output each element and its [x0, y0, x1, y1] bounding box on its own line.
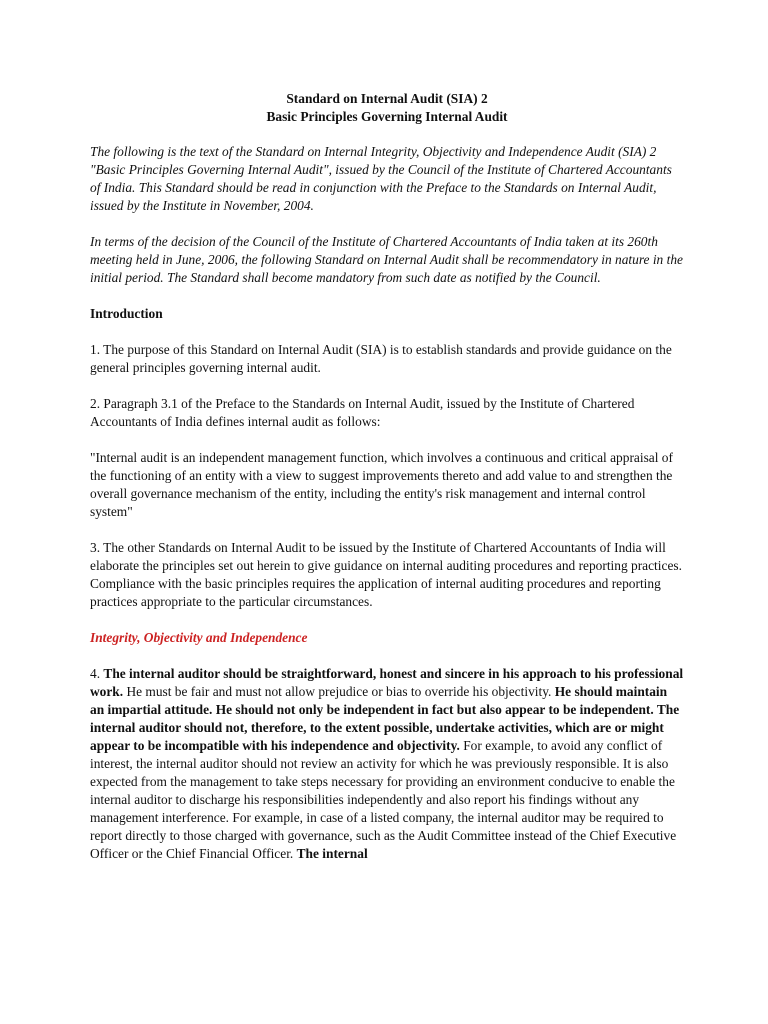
document-subtitle: Basic Principles Governing Internal Audit: [266, 109, 508, 124]
paragraph-4-bold-3: The internal: [296, 846, 368, 861]
paragraph-4-bold-2: He should maintain an impartial attitude. He should not only be independent in fact but also appear to be independent. The internal auditor should not, therefore, to the extent possible, undertake activities, which are or might appear to be incompatible with his independence and objectivity.: [90, 684, 680, 753]
intro-paragraph-1: The following is the text of the Standard on Internal Integrity, Objectivity and Independence Audit (SIA) 2 "Basic Principles Governing Internal Audit", issued by the Council of the Institute of Chartered Accountants of India. This Standard should be read in conjunction with the Preface to the Standards on Internal Audit, issued by the Institute in November, 2004.: [90, 144, 672, 213]
paragraph-2: 2. Paragraph 3.1 of the Preface to the Standards on Internal Audit, issued by the Institute of Chartered Accountants of India defines internal audit as follows:: [90, 396, 635, 429]
paragraph-1: 1. The purpose of this Standard on Internal Audit (SIA) is to establish standards and provide guidance on the general principles governing internal audit.: [90, 342, 672, 375]
paragraph-4-text-1: He must be fair and must not allow prejudice or bias to override his objectivity.: [123, 684, 555, 699]
definition-quote: "Internal audit is an independent management function, which involves a continuous and critical appraisal of the functioning of an entity with a view to suggest improvements thereto and add value to and strengthen the overall governance mechanism of the entity, including the entity's risk management and internal control system": [90, 450, 673, 519]
paragraph-4-text-2: For example, to avoid any conflict of interest, the internal auditor should not review an activity for which he was previously responsible. It is also expected from the management to take steps necessary for providing an environment conducive to enable the internal auditor to discharge his responsibilities independently and also report his findings without any management interference. For example, in case of a listed company, the internal auditor may be required to report directly to those charged with governance, such as the Audit Committee instead of the Chief Executive Officer or the Chief Financial Officer.: [90, 738, 677, 861]
document-page: [90, 90, 684, 881]
paragraph-4-number: 4.: [90, 666, 104, 681]
paragraph-3: 3. The other Standards on Internal Audit to be issued by the Institute of Chartered Accountants of India will elaborate the principles set out herein to give guidance on internal auditing procedures and reporting practices. Compliance with the basic principles requires the application of internal auditing procedures and reporting practices appropriate to the particular circumstances.: [90, 540, 682, 609]
section-heading-integrity: Integrity, Objectivity and Independence: [90, 630, 308, 645]
document-title: Standard on Internal Audit (SIA) 2: [286, 91, 488, 106]
paragraph-4-bold-1: The internal auditor should be straightforward, honest and sincere in his approach to his professional work.: [90, 666, 684, 699]
intro-paragraph-2: In terms of the decision of the Council of the Institute of Chartered Accountants of India taken at its 260th meeting held in June, 2006, the following Standard on Internal Audit shall be recommendatory in nature in the initial period. The Standard shall become mandatory from such date as notified by the Council.: [90, 234, 683, 285]
paragraph-4: [90, 665, 684, 863]
section-heading-introduction: Introduction: [90, 306, 163, 321]
